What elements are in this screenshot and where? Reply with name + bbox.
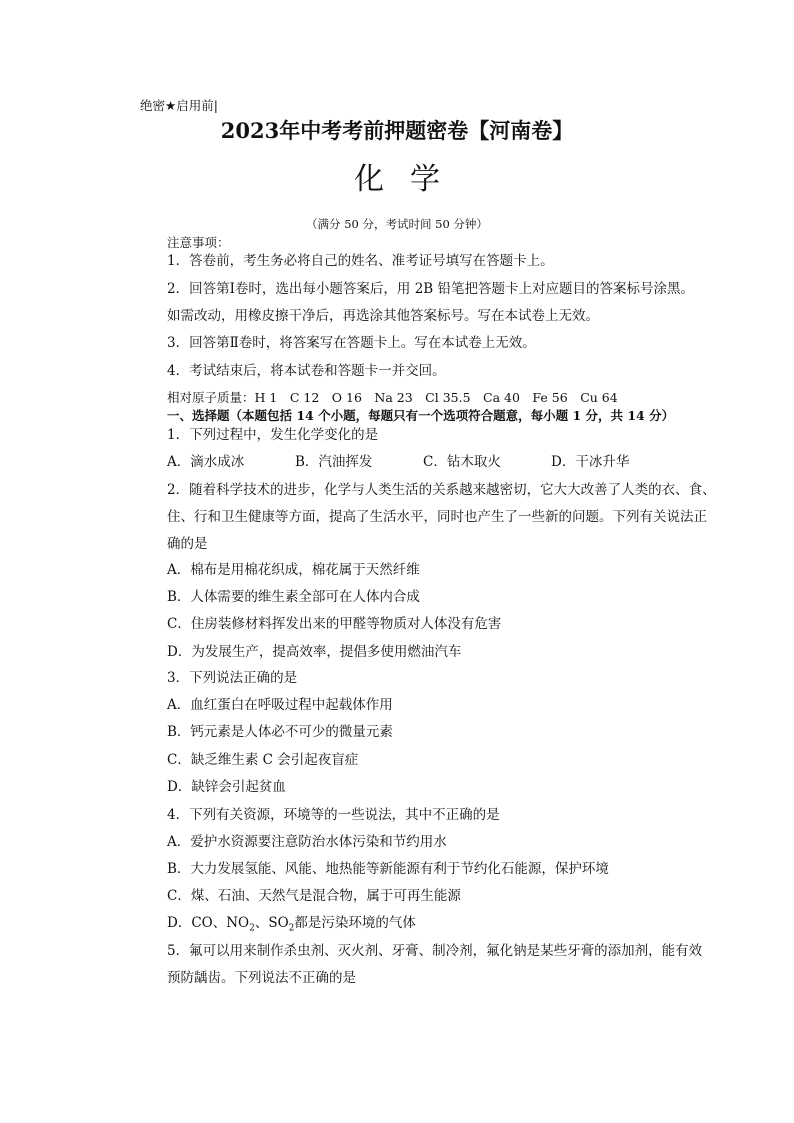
q1-option-b: B．汽油挥发 bbox=[295, 454, 373, 470]
q1-option-c: C．钻木取火 bbox=[423, 454, 501, 470]
question-3-stem: 3．下列说法正确的是 bbox=[167, 670, 298, 686]
question-2-stem: 2．随着科学技术的进步，化学与人类生活的关系越来越密切，它大大改善了人类的衣、食、 bbox=[167, 482, 716, 498]
q3-option-d: D．缺锌会引起贫血 bbox=[167, 779, 286, 795]
q2-option-b: B．人体需要的维生素全部可在人体内合成 bbox=[167, 589, 420, 605]
atomic-masses: 相对原子质量：H 1 C 12 O 16 Na 23 Cl 35.5 Ca 40 Fe 56 Cu 64 bbox=[167, 390, 618, 405]
question-5-stem: 5．氟可以用来制作杀虫剂、灭火剂、牙膏、制冷剂，氟化钠是某些牙膏的添加剂，能有效 bbox=[167, 943, 703, 959]
question-2-stem: 住、行和卫生健康等方面，提高了生活水平，同时也产生了一些新的问题。下列有关说法正 bbox=[167, 509, 707, 525]
notice-item: 如需改动，用橡皮擦干净后，再选涂其他答案标号。写在本试卷上无效。 bbox=[167, 308, 599, 324]
q1-option-a: A．滴水成冰 bbox=[167, 454, 245, 470]
q2-option-c: C．住房装修材料挥发出来的甲醛等物质对人体没有危害 bbox=[167, 616, 502, 632]
q1-option-d: D．干冰升华 bbox=[551, 454, 630, 470]
exam-title: 2023年中考考前押题密卷【河南卷】 bbox=[220, 118, 574, 143]
notice-item: 2．回答第Ⅰ卷时，选出每小题答案后，用 2B 铅笔把答题卡上对应题目的答案标号涂黑。 bbox=[167, 281, 695, 297]
question-5-stem: 预防龋齿。下列说法不正确的是 bbox=[167, 970, 356, 986]
q3-option-a: A．血红蛋白在呼吸过程中起载体作用 bbox=[167, 697, 393, 713]
notice-item: 1．答卷前，考生务必将自己的姓名、准考证号填写在答题卡上。 bbox=[167, 253, 554, 269]
score-time-note: （满分 50 分，考试时间 50 分钟） bbox=[306, 217, 488, 231]
section-heading: 一、选择题（本题包括 14 个小题，每题只有一个选项符合题意，每小题 1 分，共 14 分） bbox=[167, 408, 675, 423]
q2-option-a: A．棉布是用棉花织成，棉花属于天然纤维 bbox=[167, 562, 420, 578]
q4-option-d-mid: 、SO bbox=[254, 915, 289, 931]
q4-option-d-prefix: D．CO、NO bbox=[167, 915, 250, 931]
q2-option-d: D．为发展生产，提高效率，提倡多使用燃油汽车 bbox=[167, 644, 462, 660]
subject-title: 化学 bbox=[354, 162, 466, 197]
confidential-mark: 绝密★启用前| bbox=[140, 98, 218, 113]
q4-option-d bbox=[167, 914, 416, 938]
q4-option-d-suffix: 都是污染环境的气体 bbox=[294, 915, 416, 931]
question-2-stem: 确的是 bbox=[167, 536, 208, 552]
subscript: 2 bbox=[288, 923, 295, 934]
notice-item: 3．回答第Ⅱ卷时，将答案写在答题卡上。写在本试卷上无效。 bbox=[167, 335, 536, 351]
notice-item: 4．考试结束后，将本试卷和答题卡一并交回。 bbox=[167, 363, 446, 379]
notice-heading: 注意事项： bbox=[167, 235, 230, 250]
q4-option-a: A．爱护水资源要注意防治水体污染和节约用水 bbox=[167, 834, 447, 850]
q3-option-b: B．钙元素是人体必不可少的微量元素 bbox=[167, 724, 393, 740]
q4-option-c: C．煤、石油、天然气是混合物，属于可再生能源 bbox=[167, 888, 461, 904]
question-1-stem: 1．下列过程中，发生化学变化的是 bbox=[167, 427, 379, 443]
subscript: 2 bbox=[249, 923, 255, 934]
question-4-stem: 4．下列有关资源，环境等的一些说法，其中不正确的是 bbox=[167, 807, 500, 823]
q4-option-b: B．大力发展氢能、风能、地热能等新能源有利于节约化石能源，保护环境 bbox=[167, 861, 609, 877]
q3-option-c: C．缺乏维生素 C 会引起夜盲症 bbox=[167, 752, 359, 768]
